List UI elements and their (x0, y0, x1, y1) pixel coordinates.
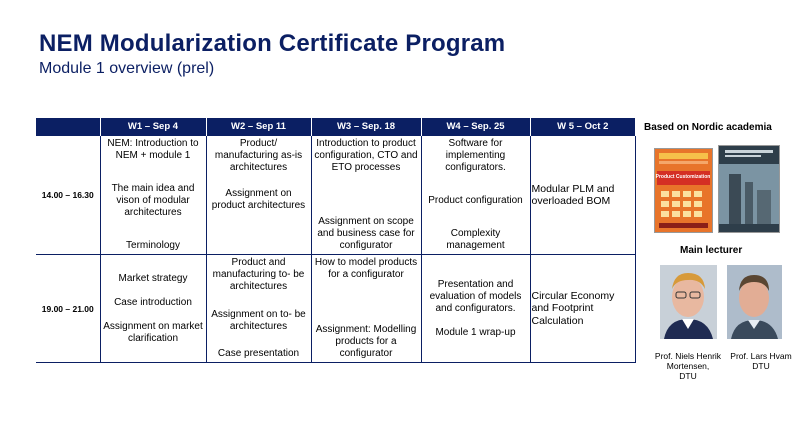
column-header-w5: W 5 – Oct 2 (530, 118, 635, 136)
session-text: Assignment on to- be architectures (211, 308, 306, 332)
session-text: Assignment: Modelling products for a configurator (315, 324, 417, 359)
column-header-w1: W1 – Sep 4 (100, 118, 206, 136)
session-text: Complexity management (446, 228, 505, 251)
cell-w3-afternoon (311, 136, 421, 255)
table-row (36, 255, 635, 363)
session-text: Assignment on market clarification (103, 320, 203, 344)
cell-w1-afternoon (100, 136, 206, 255)
lecturer-affiliation: DTU (679, 371, 697, 381)
session-text: Case introduction (114, 296, 192, 308)
book-cover-art (655, 149, 712, 232)
session-text: Software for implementing configurators. (445, 138, 506, 173)
header-time-column (36, 118, 100, 136)
cell-w4-evening (421, 255, 530, 363)
column-header-w4: W4 – Sep. 25 (421, 118, 530, 136)
cell-w1-evening (100, 255, 206, 363)
cell-w4-afternoon (421, 136, 530, 255)
table-row (36, 136, 635, 255)
column-header-w3: W3 – Sep. 18 (311, 118, 421, 136)
time-slot-afternoon: 14.00 – 16.30 (36, 136, 100, 255)
time-slot-evening: 19.00 – 21.00 (36, 255, 100, 363)
book-cover-architecture (718, 145, 780, 233)
lecturer-name: Prof. Lars Hvam (730, 351, 792, 361)
schedule-table (36, 118, 636, 363)
portrait-niels-henrik-mortensen (660, 265, 717, 339)
session-text: Assignment on product architectures (211, 188, 306, 211)
academia-title: Based on Nordic academia (644, 122, 772, 133)
book-cover-product-customization (654, 148, 713, 233)
session-text: Circular Economy and Footprint Calculation (531, 289, 615, 327)
person-photo-icon (660, 265, 717, 339)
lecturer-caption-1 (640, 351, 736, 381)
session-text: Module 1 wrap-up (435, 326, 516, 338)
session-text: The main idea and vison of modular architectures (111, 183, 195, 218)
session-text: Introduction to product configuration, CTO and ETO processes (314, 138, 418, 173)
session-text: Product configuration (428, 195, 523, 206)
book-title-text: Product Customization (655, 174, 711, 180)
lecturer-title: Main lecturer (680, 245, 743, 256)
cell-w3-evening (311, 255, 421, 363)
schedule-header-row (36, 118, 635, 136)
book-cover-art (719, 146, 779, 232)
column-header-w2: W2 – Sep 11 (206, 118, 311, 136)
session-text: Modular PLM and overloaded BOM (531, 182, 615, 207)
page-subtitle: Module 1 overview (prel) (39, 60, 215, 77)
person-photo-icon (727, 265, 782, 339)
session-text: Product and manufacturing to- be architectures (212, 257, 305, 292)
session-text: How to model products for a configurator (314, 257, 418, 280)
lecturer-name: Prof. Niels Henrik Mortensen, (654, 351, 722, 371)
session-text: Terminology (126, 240, 180, 251)
cell-w5-afternoon (530, 136, 635, 255)
lecturer-caption-2 (728, 351, 794, 371)
session-text: Case presentation (217, 348, 300, 359)
cell-w2-evening (206, 255, 311, 363)
session-text: Presentation and evaluation of models and configurators. (429, 278, 522, 314)
session-text: Product/ manufacturing as-is architectures (214, 138, 303, 173)
session-text: NEM: Introduction to NEM + module 1 (107, 138, 199, 161)
session-text: Market strategy (118, 272, 188, 284)
cell-w5-evening (530, 255, 635, 363)
session-text: Assignment on scope and business case for configurator (317, 216, 415, 251)
page-title: NEM Modularization Certificate Program (39, 30, 506, 57)
lecturer-affiliation: DTU (752, 361, 770, 371)
portrait-lars-hvam (727, 265, 782, 339)
cell-w2-afternoon (206, 136, 311, 255)
